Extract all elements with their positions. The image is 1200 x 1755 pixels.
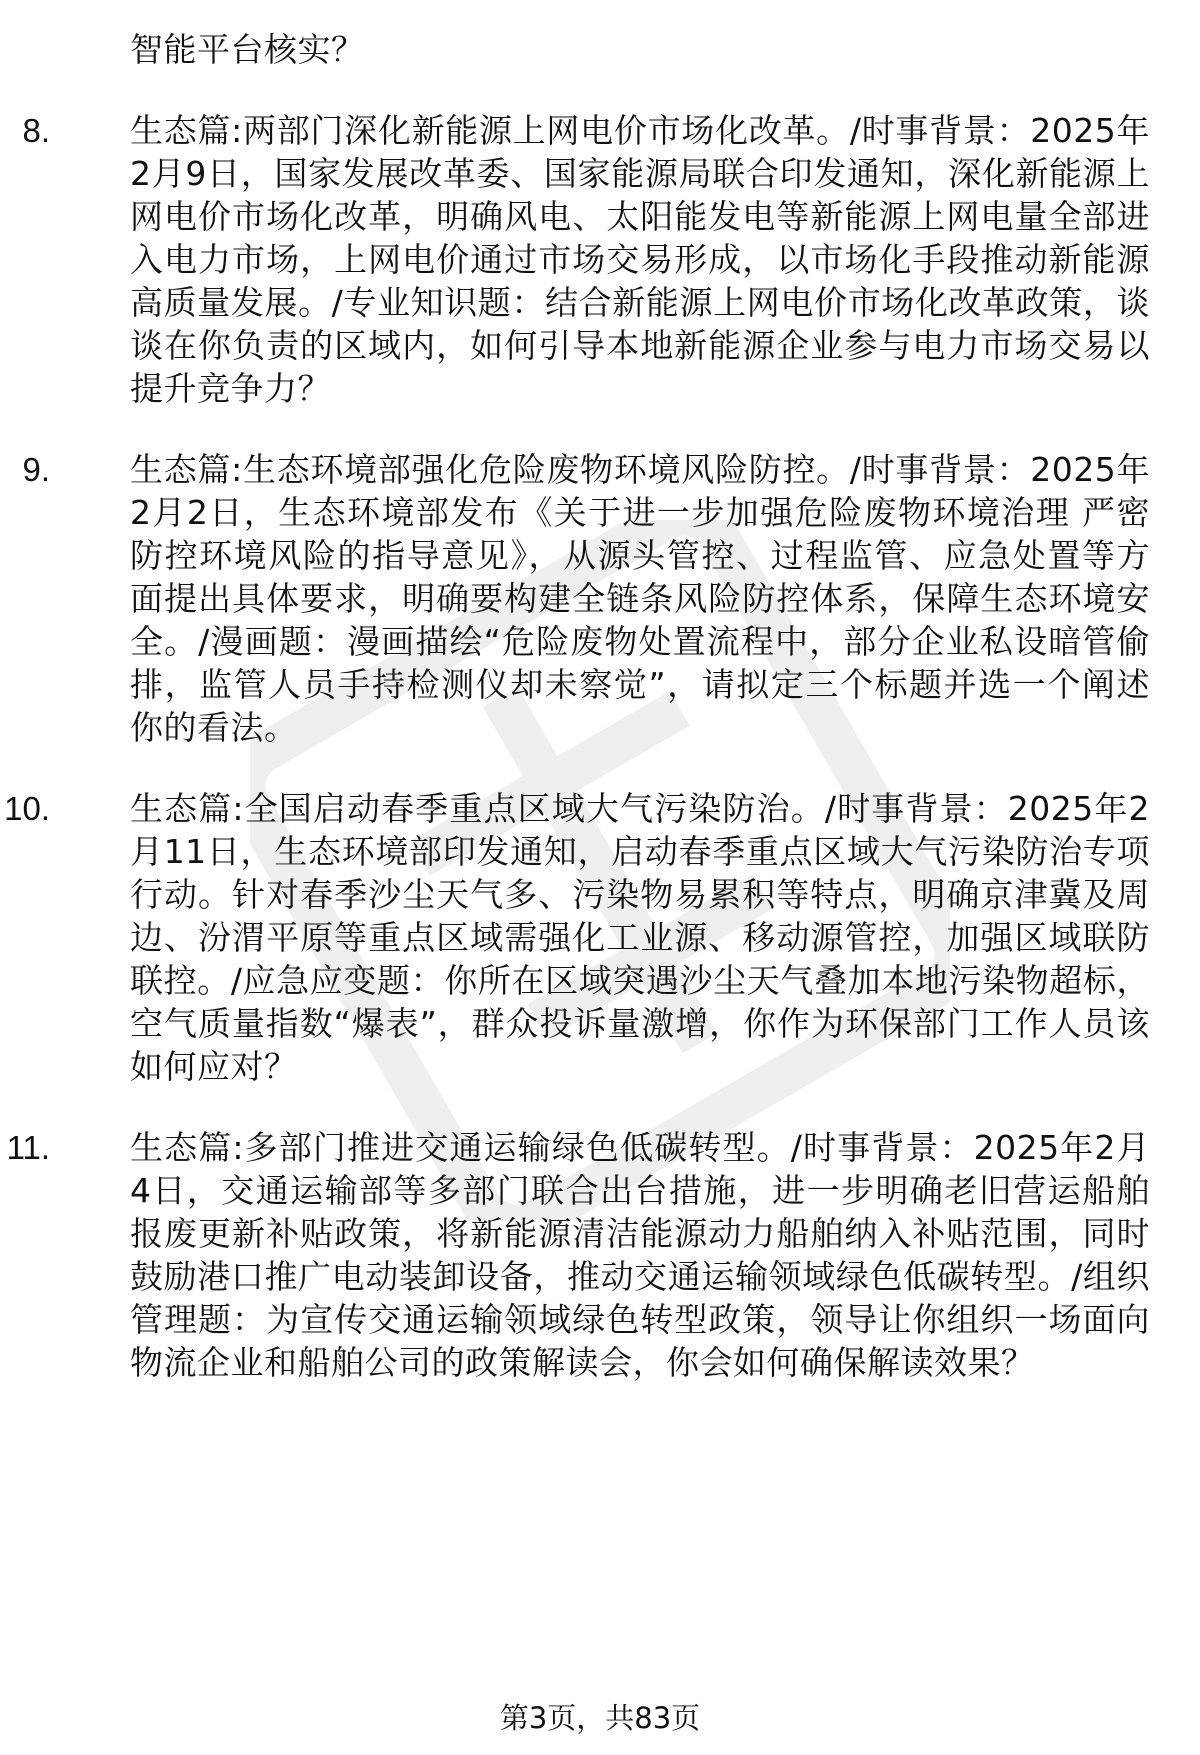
question-number: 9.	[22, 451, 50, 488]
question-text: 生态篇:全国启动春季重点区域大气污染防治。/时事背景：2025年2月11日，生态环境部印发通知，启动春季重点区域大气污染防治专项行动。针对春季沙尘天气多、污染物易累积等特点，明确京津冀及周边、汾渭平原等重点区域需强化工业源、移动源管控，加强区域联防联控。/应急应变题：你所在区域突遇沙尘天气叠加本地污染物超标，空气质量指数“爆表”，群众投诉量激增，你作为环保部门工作人员该如何应对？	[130, 789, 1150, 1086]
question-text: 生态篇:生态环境部强化危险废物环境风险防控。/时事背景：2025年2月2日，生态环境部发布《关于进一步加强危险废物环境治理 严密防控环境风险的指导意见》，从源头管控、过程监管、应急处置等方面提出具体要求，明确要构建全链条风险防控体系，保障生态环境安全。/漫画题：漫画描绘“危险废物处置流程中，部分企业私设暗管偷排，监管人员手持检测仪却未察觉”，请拟定三个标题并选一个阐述你的看法。	[130, 450, 1151, 747]
page-footer: 第3页，共83页	[499, 1701, 701, 1735]
question-number: 10.	[4, 790, 50, 827]
question-item-8	[0, 109, 1150, 410]
question-item-9	[0, 448, 1150, 749]
question-text: 生态篇:两部门深化新能源上网电价市场化改革。/时事背景：2025年2月9日，国家发展改革委、国家能源局联合印发通知，深化新能源上网电价市场化改革，明确风电、太阳能发电等新能源上网电量全部进入电力市场，上网电价通过市场交易形成，以市场化手段推动新能源高质量发展。/专业知识题：结合新能源上网电价市场化改革政策，谈谈在你负责的区域内，如何引导本地新能源企业参与电力市场交易以提升竞争力？	[130, 111, 1151, 408]
document-content	[0, 28, 1200, 1384]
question-item-10	[0, 787, 1150, 1088]
question-number: 8.	[22, 112, 50, 149]
question-text: 生态篇:多部门推进交通运输绿色低碳转型。/时事背景：2025年2月4日，交通运输部等多部门联合出台措施，进一步明确老旧营运船舶报废更新补贴政策，将新能源清洁能源动力船舶纳入补贴范围，同时鼓励港口推广电动装卸设备，推动交通运输领域绿色低碳转型。/组织管理题：为宣传交通运输领域绿色转型政策，领导让你组织一场面向物流企业和船舶公司的政策解读会，你会如何确保解读效果？	[130, 1128, 1150, 1382]
question-number: 11.	[6, 1129, 50, 1166]
continued-question-text: 智能平台核实？	[130, 30, 365, 69]
question-item-11	[0, 1126, 1150, 1384]
